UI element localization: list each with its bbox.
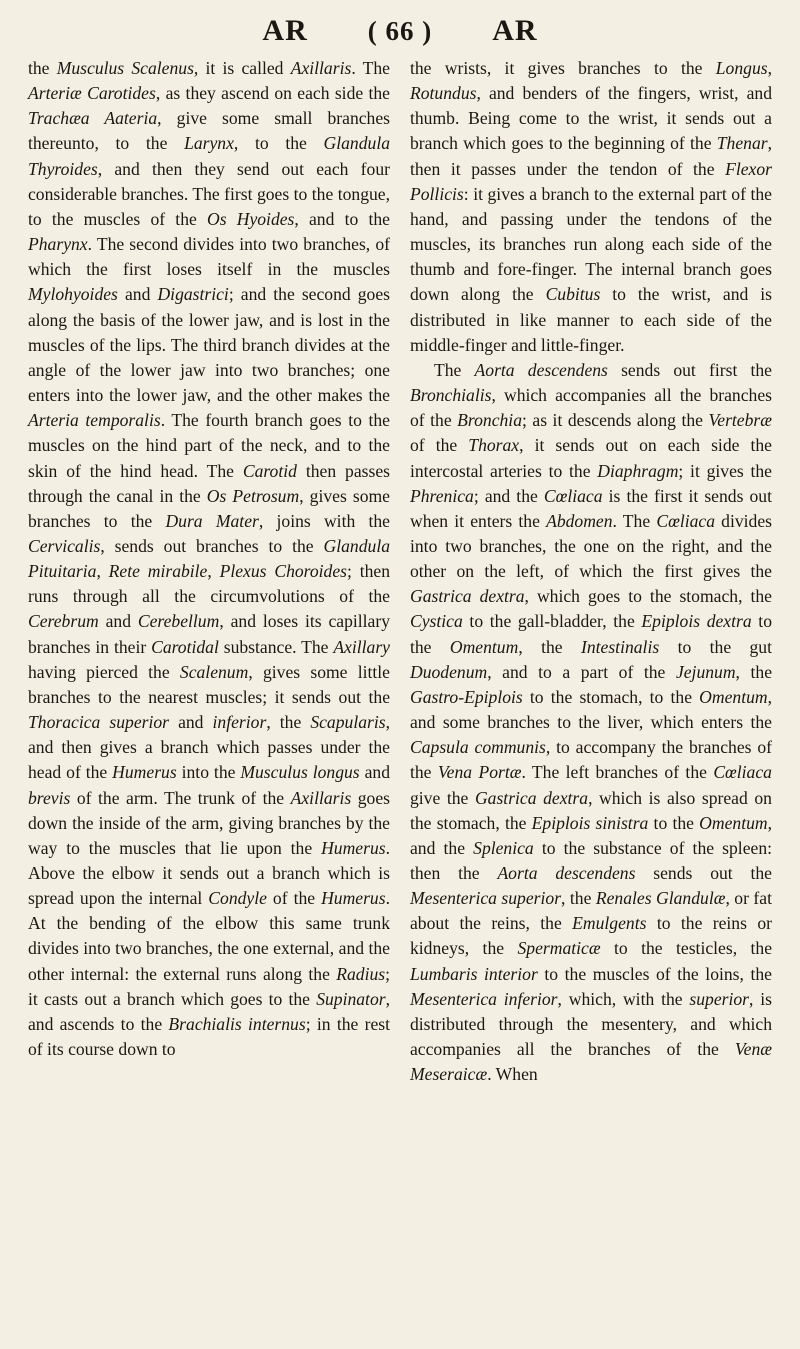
right-column: the wrists, it gives branches to the Longus, Rotundus, and benders of the fingers, wrist, and thumb. Being come to the wrist, it sends out a branch which goes to the beginning of the Thenar, then it passes under the tendon of the Flexor Pollicis: it gives a branch to the external part of the hand, and passing under the tendons of the muscles, its branches run along each side of the thumb and fore-finger. The internal branch goes down along the Cubitus to the wrist, and is distributed in like manner to each side of the middle-finger and little-finger. The Aorta descendens sends out first the Bronchialis, which accompanies all the branches of the Bronchia; as it descends along the Vertebræ of the Thorax, it sends out on each side the intercostal arteries to the Diaphragm; it gives the Phrenica; and the Cœliaca is the first it sends out when it enters the Abdomen. The Cœliaca divides into two branches, the one on the right, and the other on the left, of which the first gives the Gastrica dextra, which goes to the stomach, the Cystica to the gall-bladder, the Epiplois dextra to the Omentum, the Intestinalis to the gut Duodenum, and to a part of the Jejunum, the Gastro-Epiplois to the stomach, to the Omentum, and some branches to the liver, which enters the Capsula communis, to accompany the branches of the Vena Portæ. The left branches of the Cœliaca give the Gastrica dextra, which is also spread on the stomach, the Epiplois sinistra to the Omentum, and the Splenica to the substance of the spleen: then the Aorta descendens sends out the Mesenterica superior, the Renales Glandulæ, or fat about the reins, the Emulgents to the reins or kidneys, the Spermaticæ to the testicles, the Lumbaris interior to the muscles of the loins, the Mesenterica inferior, which, with the superior, is distributed through the mesentery, and which accompanies all the branches of the Venæ Meseraicæ. When	[410, 58, 773, 1085]
running-head-right: AR	[492, 14, 538, 47]
running-head	[28, 14, 772, 54]
left-column-text: the Musculus Scalenus, it is called Axillaris. The Arteriæ Carotides, as they ascend on each side the Trachæa Aateria, give some small branches thereunto, to the Larynx, to the Glandula Thyroides, and then they send out each four considerable branches. The first goes to the tongue, to the muscles of the Os Hyoides, and to the Pharynx. The second divides into two branches, of which the first loses itself in the muscles Mylohyoides and Digastrici; and the second goes along the basis of the lower jaw, and is lost in the muscles of the lips. The third branch divides at the angle of the lower jaw into two branches; one enters into the lower jaw, and the other makes the Arteria temporalis. The fourth branch goes to the muscles on the hind part of the neck, and to the skin of the hind head. The Carotid then passes through the canal in the Os Petrosum, gives some branches to the Dura Mater, joins with the Cervicalis, sends out branches to the Glandula Pituitaria, Rete mirabile, Plexus Choroides; then runs through all the circumvolutions of the Cerebrum and Cerebellum, and loses its capillary branches in their Carotidal substance. The Axillary having pierced the Scalenum, gives some little branches to the nearest muscles; it sends out the Thoracica superior and inferior, the Scapularis, and then gives a branch which passes under the head of the Humerus into the Musculus longus and brevis of the arm. The trunk of the Axillaris goes down the inside of the arm, giving branches by the way to the muscles that lie upon the Humerus. Above the elbow it sends out a branch which is spread upon the internal Condyle of the Humerus. At the bending of the elbow this same trunk divides into two branches, the one external, and the other internal: the external runs along the Radius; it casts out a branch which goes to the Supinator, and ascends to the Brachialis internus; in the rest of its course down to	[28, 58, 391, 1060]
page-number: ( 66 )	[367, 16, 433, 46]
text-columns	[28, 56, 772, 1087]
left-column	[28, 56, 390, 1087]
running-head-left: AR	[262, 14, 308, 47]
